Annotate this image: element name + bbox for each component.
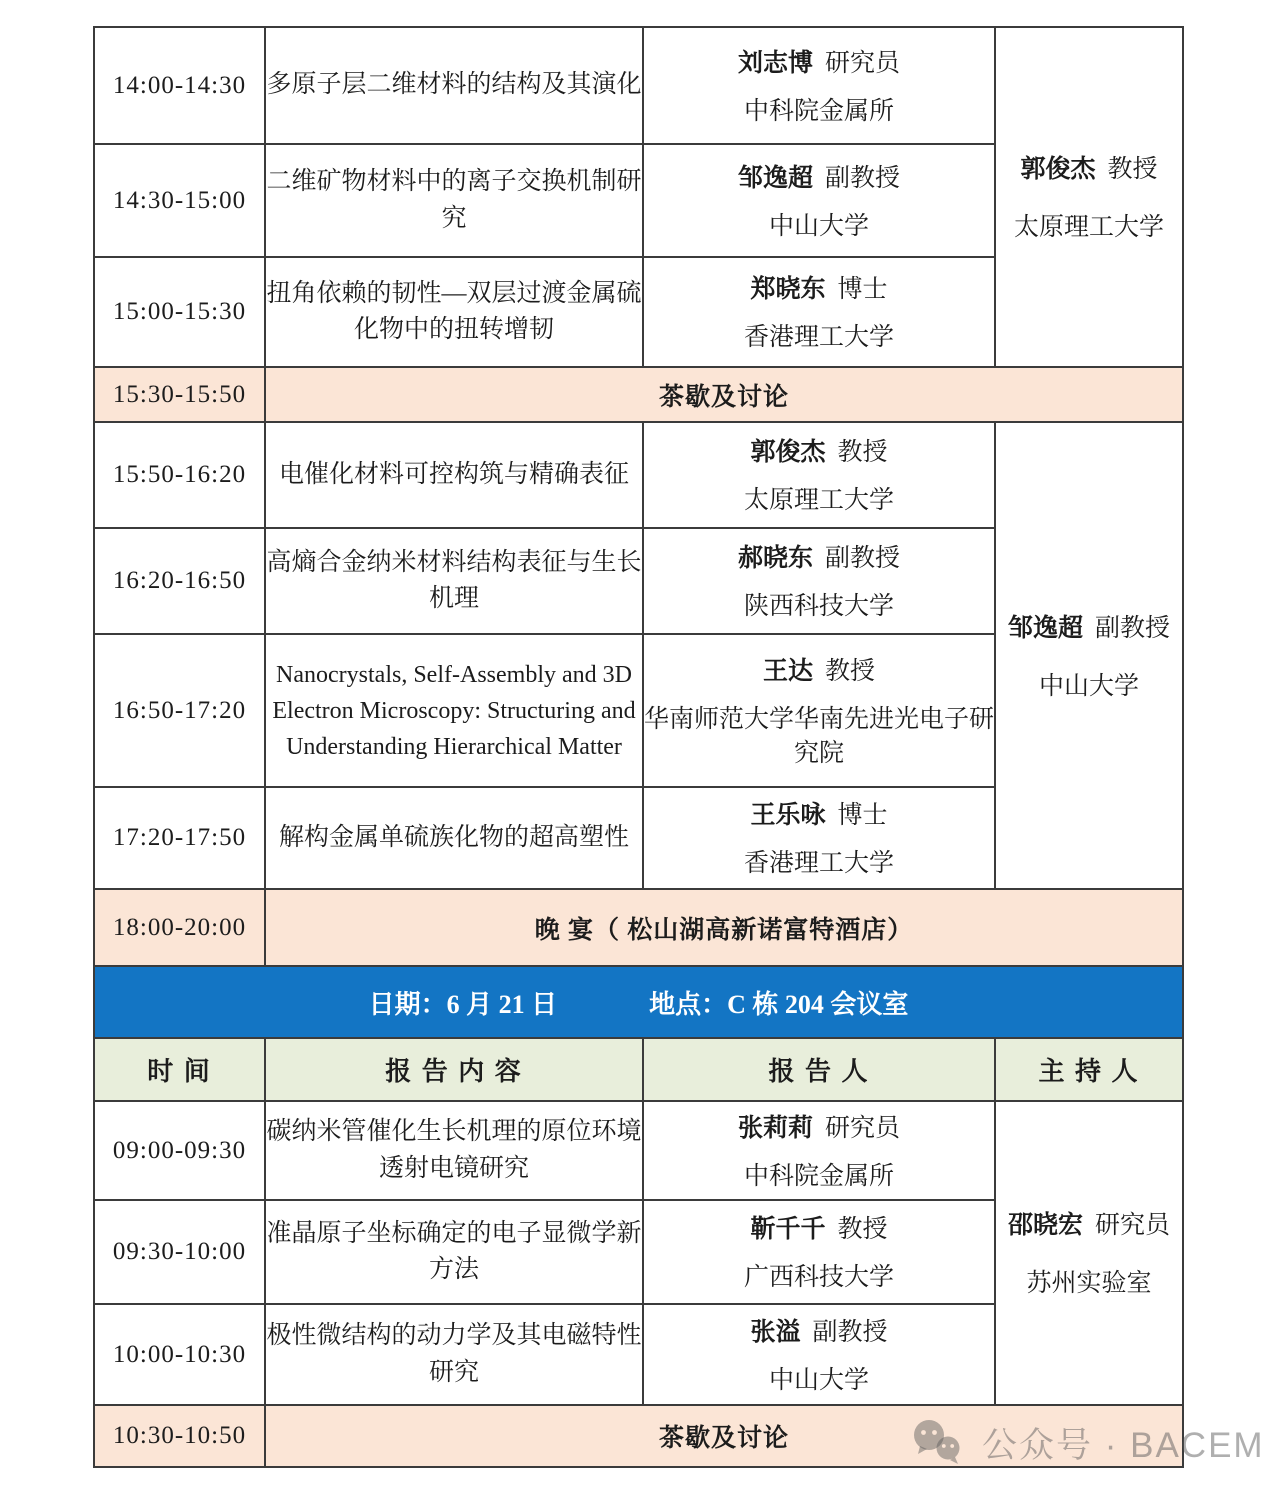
speaker-affiliation: 中山大学	[768, 212, 869, 240]
speaker-degree: 教授	[837, 1216, 888, 1244]
banquet-label: 晚 宴（ 松山湖高新诺富特酒店）	[265, 889, 1183, 966]
header-time: 时 间	[94, 1038, 265, 1101]
speaker-name-line	[644, 432, 994, 468]
speaker-name-line	[644, 795, 994, 831]
speaker-cell	[643, 528, 995, 634]
speaker-name-line	[644, 1209, 994, 1245]
speaker-name: 张莉莉	[737, 1114, 813, 1142]
time-cell: 10:30-10:50	[94, 1405, 265, 1467]
speaker-name-line	[644, 1108, 994, 1144]
speaker-affiliation: 华南师范大学华南先进光电子研究院	[644, 705, 995, 767]
speaker-name-line	[644, 1312, 994, 1348]
speaker-name: 王达	[762, 657, 813, 685]
chair-affiliation: 苏州实验室	[1026, 1270, 1152, 1298]
speaker-name: 郭俊杰	[750, 439, 826, 467]
column-header-row	[94, 1038, 1183, 1101]
speaker-name-line	[644, 651, 994, 687]
speaker-degree: 研究员	[825, 1114, 901, 1142]
header-speaker: 报 告 人	[643, 1038, 995, 1101]
speaker-cell	[643, 257, 995, 367]
speaker-cell	[643, 634, 995, 787]
speaker-affiliation: 香港理工大学	[743, 850, 894, 878]
speaker-name: 刘志博	[737, 49, 813, 77]
chair-affiliation: 中山大学	[1038, 672, 1139, 700]
table-row	[94, 27, 1183, 144]
speaker-name-line	[644, 43, 994, 79]
banner-venue: 地点：C 栋 204 会议室	[649, 989, 909, 1019]
time-cell: 18:00-20:00	[94, 889, 265, 966]
time-cell: 16:50-17:20	[94, 634, 265, 787]
time-cell: 14:30-15:00	[94, 144, 265, 257]
speaker-name: 王乐咏	[750, 802, 826, 830]
watermark	[912, 1418, 1265, 1468]
talk-title: 电催化材料可控构筑与精确表征	[265, 422, 643, 528]
speaker-cell	[643, 422, 995, 528]
speaker-affiliation: 广西科技大学	[743, 1264, 894, 1292]
speaker-affiliation: 中科院金属所	[743, 97, 894, 125]
talk-title: Nanocrystals, Self-Assembly and 3D Electron Microscopy: Structuring and Understanding Hierarchical Matter	[265, 634, 643, 787]
time-cell: 16:20-16:50	[94, 528, 265, 634]
speaker-affiliation: 中科院金属所	[743, 1162, 894, 1190]
speaker-degree: 教授	[825, 657, 876, 685]
speaker-affiliation: 太原理工大学	[743, 487, 894, 515]
talk-title: 高熵合金纳米材料结构表征与生长机理	[265, 528, 643, 634]
talk-title: 碳纳米管催化生长机理的原位环境透射电镜研究	[265, 1101, 643, 1200]
speaker-name-line	[644, 158, 994, 194]
day2-banner-line	[95, 984, 1182, 1021]
speaker-degree: 副教授	[812, 1318, 888, 1346]
speaker-name: 邹逸超	[737, 164, 813, 192]
chair-cell	[995, 27, 1183, 367]
day2-banner	[94, 966, 1183, 1038]
speaker-degree: 教授	[837, 439, 888, 467]
talk-title: 极性微结构的动力学及其电磁特性研究	[265, 1304, 643, 1405]
time-cell: 10:00-10:30	[94, 1304, 265, 1405]
tea-break-label: 茶歇及讨论	[265, 367, 1183, 422]
speaker-name: 靳千千	[750, 1216, 826, 1244]
table-row	[94, 1101, 1183, 1200]
speaker-cell	[643, 1304, 995, 1405]
talk-title: 扭角依赖的韧性—双层过渡金属硫化物中的扭转增韧	[265, 257, 643, 367]
chair-degree: 教授	[1107, 156, 1158, 184]
speaker-cell	[643, 1200, 995, 1304]
speaker-degree: 研究员	[825, 49, 901, 77]
speaker-cell	[643, 144, 995, 257]
chair-cell	[995, 1101, 1183, 1405]
wechat-icon	[912, 1420, 970, 1466]
chair-name-line	[996, 149, 1182, 185]
speaker-name-line	[644, 269, 994, 305]
speaker-affiliation: 中山大学	[768, 1366, 869, 1394]
speaker-name: 郑晓东	[750, 276, 826, 304]
talk-title: 解构金属单硫族化物的超高塑性	[265, 787, 643, 889]
speaker-cell	[643, 787, 995, 889]
chair-degree: 研究员	[1095, 1212, 1171, 1240]
speaker-degree: 博士	[837, 276, 888, 304]
speaker-degree: 副教授	[825, 545, 901, 573]
speaker-cell	[643, 1101, 995, 1200]
tea-break-label: 茶歇及讨论	[265, 1405, 1183, 1467]
chair-affiliation: 太原理工大学	[1013, 214, 1164, 242]
time-cell: 15:00-15:30	[94, 257, 265, 367]
speaker-name: 张溢	[750, 1318, 801, 1346]
speaker-affiliation: 陕西科技大学	[743, 593, 894, 621]
time-cell: 17:20-17:50	[94, 787, 265, 889]
talk-title: 二维矿物材料中的离子交换机制研究	[265, 144, 643, 257]
banner-date: 日期：6 月 21 日	[368, 989, 558, 1019]
tea-break-row	[94, 367, 1183, 422]
chair-cell	[995, 422, 1183, 889]
header-chair: 主 持 人	[995, 1038, 1183, 1101]
chair-degree: 副教授	[1095, 614, 1171, 642]
chair-name-line	[996, 608, 1182, 644]
speaker-affiliation: 香港理工大学	[743, 324, 894, 352]
talk-title: 准晶原子坐标确定的电子显微学新方法	[265, 1200, 643, 1304]
talk-title: 多原子层二维材料的结构及其演化	[265, 27, 643, 144]
day2-banner-row	[94, 966, 1183, 1038]
speaker-cell	[643, 27, 995, 144]
banquet-row	[94, 889, 1183, 966]
speaker-name-line	[644, 538, 994, 574]
speaker-degree: 副教授	[825, 164, 901, 192]
watermark-label: 公众号 · BACEM	[982, 1426, 1265, 1465]
speaker-degree: 博士	[837, 802, 888, 830]
time-cell: 09:30-10:00	[94, 1200, 265, 1304]
header-content: 报 告 内 容	[265, 1038, 643, 1101]
schedule-table	[93, 26, 1184, 1468]
time-cell: 15:50-16:20	[94, 422, 265, 528]
time-cell: 09:00-09:30	[94, 1101, 265, 1200]
chair-name: 邵晓宏	[1007, 1212, 1083, 1240]
chair-name: 邹逸超	[1007, 614, 1083, 642]
time-cell: 14:00-14:30	[94, 27, 265, 144]
chair-name: 郭俊杰	[1020, 156, 1096, 184]
chair-name-line	[996, 1205, 1182, 1241]
time-cell: 15:30-15:50	[94, 367, 265, 422]
speaker-name: 郝晓东	[737, 545, 813, 573]
table-row	[94, 422, 1183, 528]
